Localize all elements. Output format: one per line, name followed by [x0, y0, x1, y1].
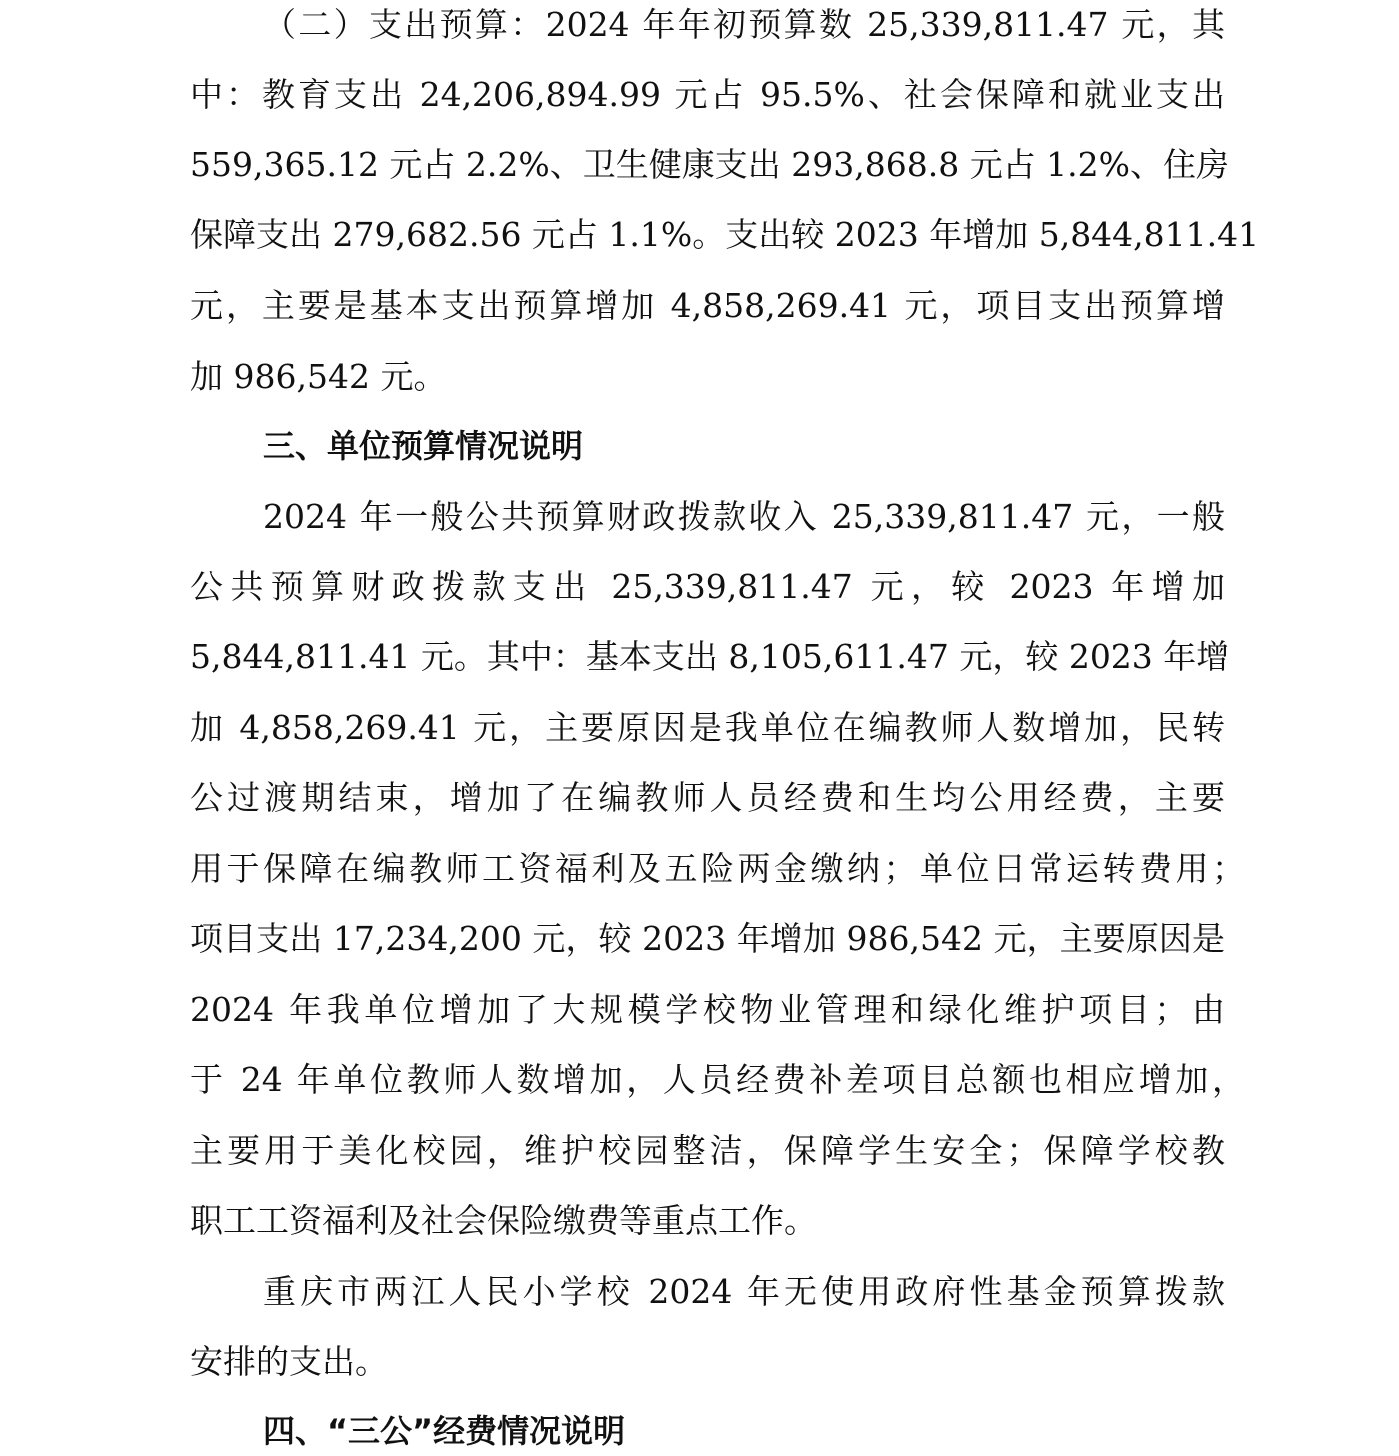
- fund-paragraph-line: 重庆市两江人民小学校 2024 年无使用政府性基金预算拨款: [263, 1272, 1225, 1311]
- expenditure-line-1: （二）支出预算：2024 年年初预算数 25,339,811.47 元，其: [263, 5, 1225, 44]
- budget-paragraph-line: 公过渡期结束，增加了在编教师人员经费和生均公用经费，主要: [190, 778, 1225, 817]
- budget-paragraph-line: 加 4,858,269.41 元，主要原因是我单位在编教师人数增加，民转: [190, 708, 1225, 747]
- budget-paragraph-line: 2024 年一般公共预算财政拨款收入 25,339,811.47 元，一般: [263, 497, 1225, 536]
- budget-paragraph-line: 职工工资福利及社会保险缴费等重点工作。: [190, 1201, 817, 1240]
- expenditure-line-3: 559,365.12 元占 2.2%、卫生健康支出 293,868.8 元占 1.2%、住房: [190, 145, 1230, 184]
- expenditure-line-5: 元，主要是基本支出预算增加 4,858,269.41 元，项目支出预算增: [190, 286, 1225, 325]
- expenditure-line-4: 保障支出 279,682.56 元占 1.1%。支出较 2023 年增加 5,844,811.41: [190, 215, 1260, 254]
- budget-paragraph-line: 5,844,811.41 元。其中：基本支出 8,105,611.47 元，较 2023 年增: [190, 637, 1230, 676]
- section-four-heading: 四、“三公”经费情况说明: [263, 1412, 626, 1450]
- budget-paragraph-line: 于 24 年单位教师人数增加，人员经费补差项目总额也相应增加，: [190, 1060, 1245, 1099]
- budget-paragraph-line: 主要用于美化校园，维护校园整洁，保障学生安全；保障学校教: [190, 1131, 1225, 1170]
- expenditure-line-2: 中：教育支出 24,206,894.99 元占 95.5%、社会保障和就业支出: [190, 75, 1225, 114]
- budget-paragraph-line: 项目支出 17,234,200 元，较 2023 年增加 986,542 元，主要原因是: [190, 919, 1225, 958]
- expenditure-line-6: 加 986,542 元。: [190, 357, 447, 396]
- budget-paragraph-line: 用于保障在编教师工资福利及五险两金缴纳；单位日常运转费用；: [190, 849, 1245, 888]
- budget-paragraph-line: 2024 年我单位增加了大规模学校物业管理和绿化维护项目；由: [190, 990, 1225, 1029]
- section-three-heading: 三、单位预算情况说明: [263, 427, 584, 465]
- fund-paragraph-line: 安排的支出。: [190, 1342, 388, 1381]
- budget-paragraph-line: 公共预算财政拨款支出 25,339,811.47 元，较 2023 年增加: [190, 567, 1225, 606]
